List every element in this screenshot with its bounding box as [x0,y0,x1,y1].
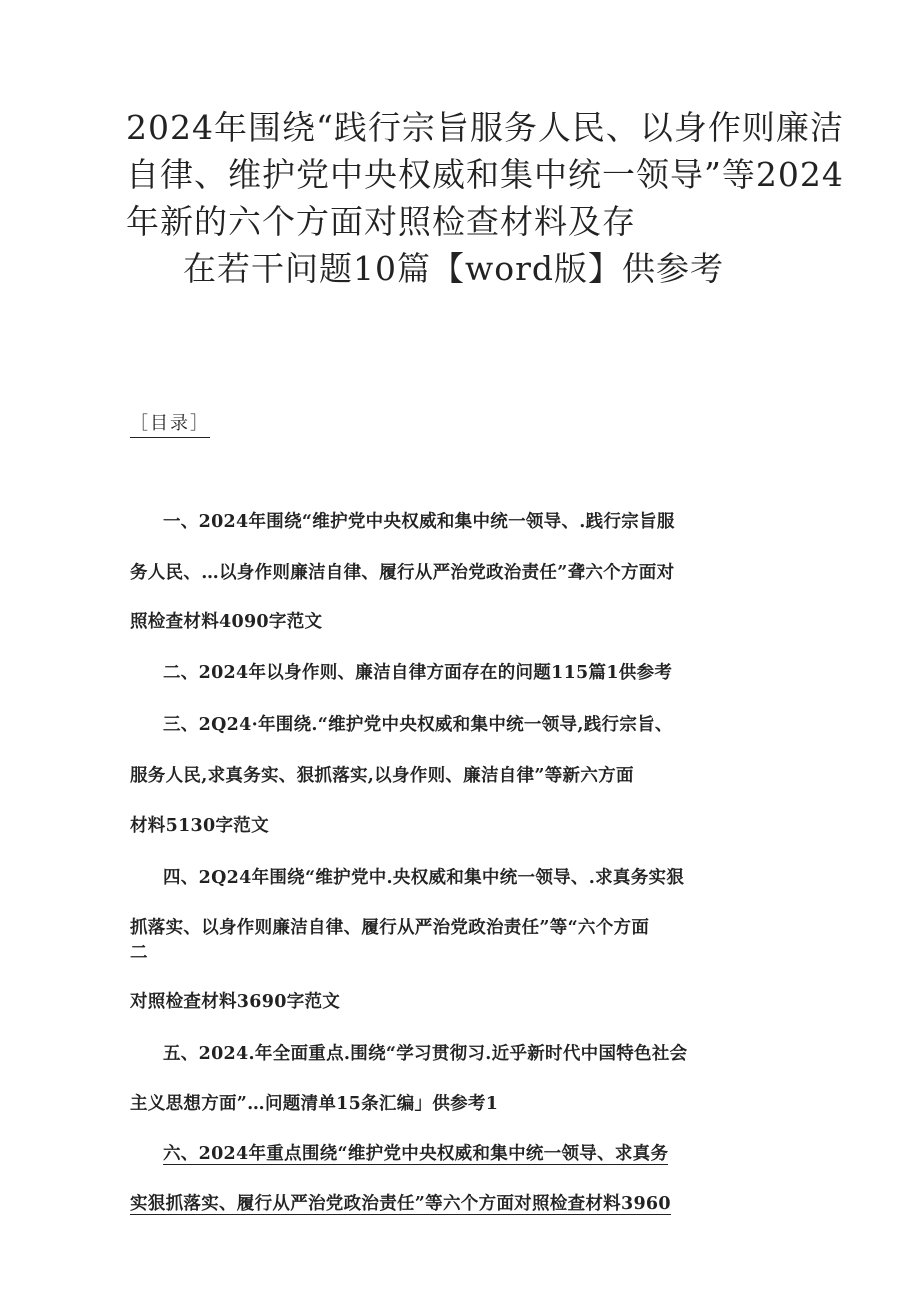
toc-item-6-line-1-text: 六、2024年重点围绕“维护党中央权威和集中统一领导、求真务 [163,1144,669,1164]
toc-item-1-line-2[interactable]: 务人民、…以身作则廉洁自律、履行从严治党政治责任”聋六个方面对 [130,563,675,583]
toc-item-3-line-1[interactable]: 三、2Q24·年围绕.“维护党中央权威和集中统一领导,践行宗旨、 [163,715,673,735]
toc-item-6-line-2[interactable] [130,1192,671,1216]
toc-item-4-line-4[interactable]: 对照检查材料3690字范文 [130,992,341,1012]
toc-item-6-line-1[interactable] [130,1142,668,1166]
title-line-2: 自律、维护党中央权威和集中统一领导”等2024 [126,155,844,194]
toc-item-3-line-3[interactable]: 材料5130字范文 [130,816,269,836]
document-title [126,104,844,292]
toc-item-1-line-3[interactable]: 照检查材料4090字范文 [130,612,323,632]
toc-item-5-line-2[interactable]: 主义思想方面”…问题清单15条汇编」供参考1 [130,1094,499,1114]
toc-item-5-line-1[interactable]: 五、2024.年全面重点.围绕“学习贯彻习.近乎新时代中国特色社会 [163,1044,688,1064]
toc-item-4-line-2[interactable]: 抓落实、以身作则廉洁自律、履行从严治党政治责任”等“六个方面 [130,918,650,938]
toc-item-6-line-2-text: 实狠抓落实、履行从严治党政治责任”等六个方面对照检查材料3960 [130,1194,671,1214]
toc-item-3-line-2[interactable]: 服务人民,求真务实、狠抓落实,以身作则、廉洁自律”等新六方面 [130,766,634,786]
toc-item-2-line-1[interactable]: 二、2024年以身作则、廉洁自律方面存在的问题115篇1供参考 [163,663,673,683]
toc-item-4-line-3[interactable]: 二 [130,943,148,963]
title-line-3: 年新的六个方面对照检查材料及存 [126,202,636,241]
title-line-1: 2024年围绕“践行宗旨服务人民、以身作则廉洁 [126,108,844,147]
toc-item-4-line-1[interactable]: 四、2Q24年围绕“维护党中.央权威和集中统一领导、.求真务实狠 [163,868,685,888]
title-line-4: 在若干问题10篇【word版】供参考 [183,249,725,288]
toc-heading: ［目录］ [130,412,210,438]
toc-item-1-line-1[interactable]: 一、2024年围绕“维护党中央权威和集中统一领导、.践行宗旨服 [163,512,675,532]
